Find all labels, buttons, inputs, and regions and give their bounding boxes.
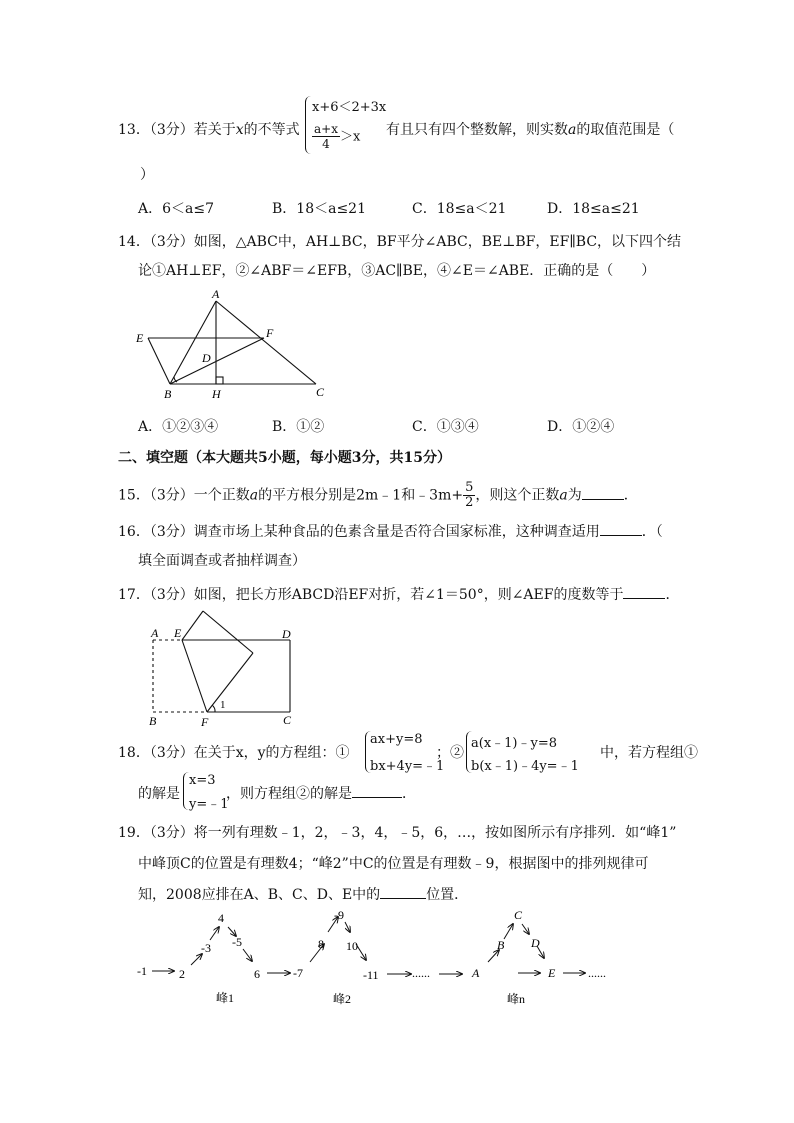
q13-option-b[interactable]: B．18＜a≤21 (272, 201, 366, 217)
q19-answer-blank[interactable] (380, 886, 426, 899)
diag-label-c: C (514, 908, 523, 922)
q17-label-b: B (149, 714, 157, 728)
q14-option-d[interactable]: D．①②④ (547, 419, 615, 435)
q19-line3: 知，2008应排在A、B、C、D、E中的 (138, 887, 381, 903)
q17-label-a: A (151, 626, 159, 640)
q17-end: ． (665, 587, 680, 603)
q19-end: 位置． (426, 887, 469, 903)
q17-answer-blank[interactable] (623, 586, 665, 599)
diag-num-8: 8 (318, 937, 324, 951)
q15-prefix: 15．（3分）一个正数 (118, 487, 250, 504)
q15-answer-blank[interactable] (582, 487, 624, 500)
q18-line2-suffix: ，则方程组②的解是 (226, 786, 352, 802)
q13-option-d[interactable]: D．18≤a≤21 (547, 201, 640, 217)
q14-label-e: E (136, 331, 144, 345)
q16-line2: 填全面调查或者抽样调查） (138, 553, 306, 569)
q16-line1: 16．（3分）调查市场上某种食品的色素含量是否符合国家标准，这种调查适用 (118, 524, 600, 540)
q15-end: ． (623, 487, 638, 504)
q18-line2-prefix: 的解是 (138, 786, 180, 802)
q18-sep: ；② (436, 745, 464, 761)
q17-label-angle1: 1 (220, 699, 226, 711)
q18-sys2-eq2: b(x﹣1)﹣4y=﹣1 (471, 759, 579, 774)
diag-num-m5: -5 (232, 935, 242, 949)
q14-line2: 论①AH⊥EF，②∠ABF＝∠EFB，③AC∥BE，④∠E＝∠ABE．正确的是（ ） (138, 263, 656, 279)
q14-label-c: C (316, 385, 325, 399)
q15-after: ，则这个正数 (475, 487, 560, 504)
diag-num-m7: -7 (293, 966, 303, 980)
q18-sys2-eq1: a(x﹣1)﹣y=8 (471, 736, 558, 751)
diag-peak-2: 峰2 (333, 992, 352, 1006)
diag-label-e: E (548, 966, 556, 980)
diag-label-b: B (497, 938, 505, 952)
q13-mid: 的不等式 (243, 122, 300, 138)
q18-sys1-eq1: ax+y=8 (370, 732, 423, 747)
section-heading: 二、填空题（本大题共5小题，每小题3分，共15分） (118, 450, 451, 466)
q19-diagram (130, 902, 630, 1012)
q14-label-h: H (212, 387, 221, 401)
q13-prefix: 13．（3分）若关于 (118, 122, 236, 138)
diag-label-a: A (472, 966, 480, 980)
q18-sol-y: y=﹣1 (189, 797, 229, 812)
q17-label-d: D (282, 627, 291, 641)
q13-ineq2-rest: ＞x (339, 129, 361, 145)
q15-after2: 为 (567, 487, 582, 504)
q15-mid: 的平方根分别是 (258, 487, 357, 504)
q15-expr1: 2m﹣1 (356, 487, 402, 504)
q18-sys1-eq2: bx+4y=﹣1 (370, 759, 445, 774)
diag-num-10: 10 (346, 939, 358, 953)
question-15 (118, 481, 638, 510)
q14-label-f: F (266, 326, 274, 340)
diag-num-4: 4 (218, 911, 224, 925)
q13-var-x: x (235, 122, 244, 138)
q14-option-b[interactable]: B．①② (272, 419, 325, 435)
diag-num-2: 2 (179, 967, 185, 981)
q18-prefix: 18．（3分）在关于x，y的方程组：① (118, 745, 350, 761)
q17-figure (145, 608, 305, 728)
q15-fraction: $\frac{5}{2}$ (465, 480, 474, 510)
q17-text: 17．（3分）如图，把长方形ABCD沿EF对折，若∠1＝50°，则∠AEF的度数等于 (118, 587, 624, 603)
q14-figure (130, 286, 330, 402)
q19-line1: 19．（3分）将一列有理数﹣1，2，﹣3，4，﹣5，6，…，按如图所示有序排列．如“峰1” (118, 825, 677, 841)
q13-brace (305, 96, 312, 154)
q14-option-c[interactable]: C．①③④ (412, 419, 479, 435)
diag-num-m1: -1 (137, 964, 147, 978)
diag-label-d: D (531, 936, 540, 950)
q13-var-a: a (568, 122, 577, 138)
q17-label-f: F (201, 715, 209, 728)
q18-suffix: 中，若方程组① (600, 745, 698, 761)
q16-answer-blank[interactable] (600, 523, 642, 536)
q15-and: 和﹣3m+ (401, 487, 464, 504)
q14-label-d: D (202, 351, 211, 365)
q13-close: ） (140, 167, 154, 183)
q14-label-a: A (212, 287, 220, 301)
q15-var-a: a (249, 487, 259, 504)
q13-option-a[interactable]: A．6＜a≤7 (138, 201, 215, 217)
diag-num-m9: -9 (334, 908, 344, 922)
q13-after2: 的取值范围是（ (576, 122, 675, 138)
q18-end: ． (402, 786, 416, 802)
q13-ineq1: x+6＜2+3x (312, 100, 387, 115)
q16-end: ．（ (641, 524, 663, 540)
q18-answer-blank[interactable] (352, 785, 402, 798)
q18-sol-x: x=3 (189, 773, 216, 788)
q13-fraction: $\frac{a+x}{4}$ (314, 122, 338, 151)
q17-label-c: C (283, 713, 292, 727)
q17-label-e: E (174, 626, 182, 640)
q14-option-a[interactable]: A．①②③④ (138, 419, 219, 435)
diag-num-6: 6 (254, 967, 260, 981)
q13-option-c[interactable]: C．18≤a＜21 (412, 201, 507, 217)
diag-dots-1: ...... (412, 966, 430, 980)
diag-peak-1: 峰1 (216, 991, 235, 1005)
diag-dots-2: ...... (588, 966, 606, 980)
q15-var-a2: a (559, 487, 568, 504)
diag-peak-n: 峰n (507, 992, 526, 1006)
q13-after: 有且只有四个整数解，则实数 (386, 122, 568, 138)
q19-line2: 中峰顶C的位置是有理数4；“峰2”中C的位置是有理数﹣9，根据图中的排列规律可 (138, 856, 649, 872)
q14-line1: 14．（3分）如图，△ABC中，AH⊥BC，BF平分∠ABC，BE⊥BF，EF∥BC，以下四个结 (118, 234, 682, 250)
diag-num-m3: -3 (201, 941, 211, 955)
diag-num-m11: -11 (363, 968, 379, 982)
q14-label-b: B (164, 387, 172, 401)
